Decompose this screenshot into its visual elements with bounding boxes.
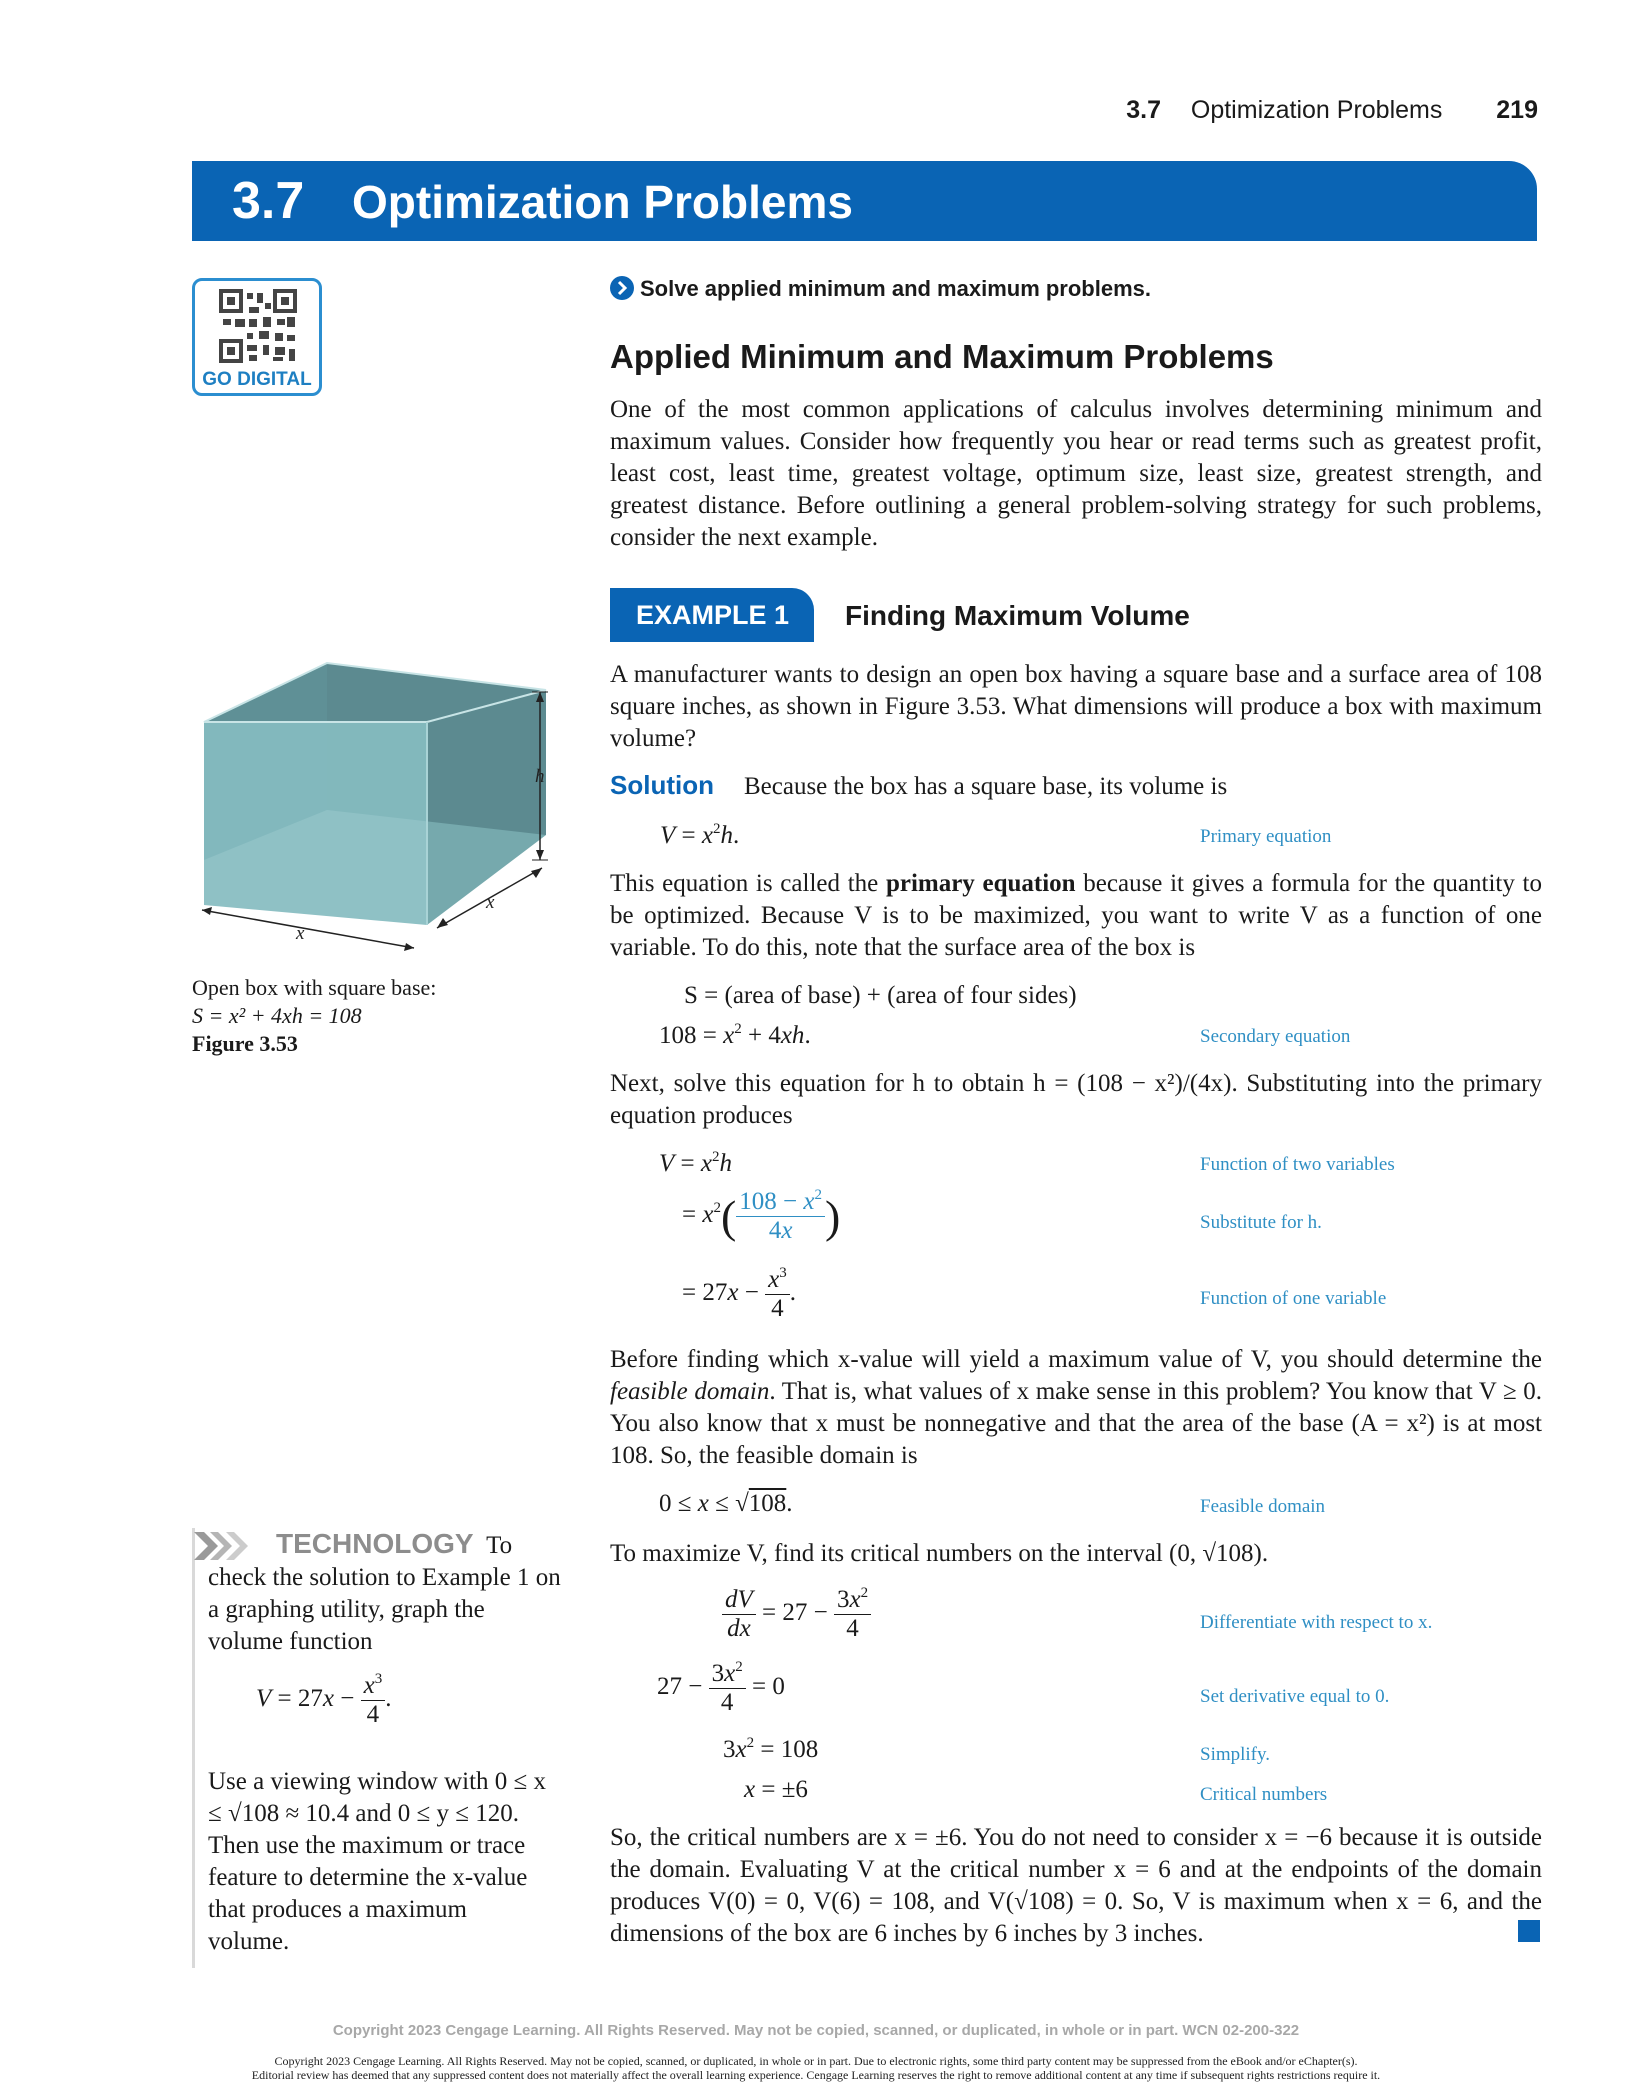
eq-surface-words: S = (area of base) + (area of four sides) xyxy=(684,982,1077,1009)
eq-surface-108: $108 = x^2 + 4xh$. xyxy=(659,1021,811,1049)
eq-simplify: $3x^2 = 108$ xyxy=(723,1735,819,1763)
dim-label-x-right: x xyxy=(486,892,495,913)
technology-volume-eq: V = 27x − $\frac{x^3}{4}$ . xyxy=(256,1671,392,1728)
feasible-em: feasible domain xyxy=(610,1378,770,1405)
objective-text: Solve applied minimum and maximum problems. xyxy=(640,276,1152,301)
figure-caption-line1: Open box with square base: xyxy=(192,975,437,1000)
eq-derivative: $\frac{dV}{dx}$ = 27 − $\frac{3x^2}{4}$ xyxy=(722,1586,871,1643)
figure-caption-line2: S = x² + 4xh = 108 xyxy=(192,1003,362,1028)
end-of-example-marker xyxy=(1518,1920,1540,1942)
footer-copyright-bold: Copyright 2023 Cengage Learning. All Rights Reserved. May not be copied, scanned, or duplicated, in whole or in part. WCN 02-200-322 xyxy=(332,2022,1300,2039)
go-digital-label: GO DIGITAL xyxy=(202,369,312,390)
note-critical: Critical numbers xyxy=(1200,1784,1328,1805)
banner-number: 3.7 xyxy=(232,172,305,230)
feasible-text-2: . That is, what values of x make sense in this problem? You know that V ≥ 0. You also know that x must be nonnegative and that the area of the base (A = x²) is at most 108. So, the feasible domain is xyxy=(610,1378,1542,1469)
eq-critical: x = ±6 xyxy=(744,1776,808,1803)
primary-equation-paragraph xyxy=(610,868,1542,964)
section-heading: Applied Minimum and Maximum Problems xyxy=(610,338,1274,375)
conclusion-paragraph: So, the critical numbers are x = ±6. You do not need to consider x = −6 because it is outside the domain. Evaluating V at the critical number x = 6 and at the endpoints of the domain produces V(0) = 0, V(6) = 108, and V(√108) = 0. So, V is maximum when x = 6, and the dimensions of the box are 6 inches by 6 inches by 3 inches. xyxy=(610,1824,1542,1947)
open-box-figure xyxy=(192,660,562,960)
feasible-text-1: Before finding which x-value will yield a maximum value of V, you should determine the xyxy=(610,1346,1542,1373)
note-secondary: Secondary equation xyxy=(1200,1026,1351,1047)
footer-copyright-line2: Copyright 2023 Cengage Learning. All Rights Reserved. May not be copied, scanned, or duplicated, in whole or in part. Due to electronic rights, some third party content may be suppressed from the eBook and/or eChapter(s). xyxy=(274,2054,1358,2068)
primary-bold: primary equation xyxy=(885,870,1076,897)
page-number: 219 xyxy=(1496,96,1538,124)
technology-label: TECHNOLOGY xyxy=(276,1528,474,1559)
dim-label-h: h xyxy=(535,766,545,787)
section-banner xyxy=(192,161,1537,241)
feasible-paragraph xyxy=(610,1344,1542,1472)
running-head-title: Optimization Problems xyxy=(1190,96,1443,124)
note-set-zero: Set derivative equal to 0. xyxy=(1200,1686,1390,1707)
technology-body-1: To check the solution to Example 1 on a graphing utility, graph the volume function xyxy=(208,1532,561,1655)
eq-set-zero: 27 − $\frac{3x^2}{4}$ = 0 xyxy=(657,1659,785,1716)
note-substitute: Substitute for h. xyxy=(1200,1212,1322,1233)
solution-label: Solution xyxy=(610,770,714,800)
note-feasible: Feasible domain xyxy=(1200,1496,1326,1517)
banner-title: Optimization Problems xyxy=(352,176,853,228)
go-digital-qr[interactable] xyxy=(192,278,322,396)
dim-label-x-front: x xyxy=(296,923,305,944)
note-simplify: Simplify. xyxy=(1200,1744,1271,1765)
problem-statement: A manufacturer wants to design an open box having a square base and a surface area of 108 square inches, as shown in Figure 3.53. What dimensions will produce a box with maximum volume? xyxy=(610,661,1542,752)
running-head xyxy=(1126,96,1538,125)
box-front-wall xyxy=(204,722,427,925)
example-label xyxy=(610,588,814,642)
eq-v-one-var: = 27x − $\frac{x^3}{4}$ . xyxy=(682,1265,796,1322)
eq-v-two-vars: $V = x^2h$ xyxy=(659,1149,732,1177)
eq-v-substituted: = $x^2$( $\frac{108 - x^2}{4x}$ ) xyxy=(682,1187,841,1244)
primary-text-2: because it gives a formula for the quantity to be optimized. Because V is to be maximized, you want to write V as a function of one variable. To do this, note that the surface area of the box is xyxy=(610,870,1542,961)
maximize-paragraph: To maximize V, find its critical numbers on the interval (0, √108). xyxy=(610,1540,1269,1567)
example-title: Finding Maximum Volume xyxy=(845,600,1190,631)
qr-code-icon xyxy=(219,289,299,365)
note-one-var: Function of one variable xyxy=(1200,1288,1387,1309)
next-paragraph: Next, solve this equation for h to obtain h = (108 − x²)/(4x). Substituting into the primary equation produces xyxy=(610,1070,1542,1129)
solution-line xyxy=(610,770,1227,801)
chevron-right-icon xyxy=(610,276,634,300)
note-differentiate: Differentiate with respect to x. xyxy=(1200,1612,1433,1633)
figure-label: Figure 3.53 xyxy=(192,1031,298,1056)
eq-feasible-domain: 0 ≤ x ≤ √108. xyxy=(659,1490,793,1517)
objective xyxy=(610,276,1151,302)
eq-primary: $V = x^2h$. xyxy=(660,821,740,849)
technology-text-2: Use a viewing window with 0 ≤ x ≤ √108 ≈ 10.4 and 0 ≤ y ≤ 120. Then use the maximum or trace feature to determine the x-value that produces a maximum volume. xyxy=(208,1768,546,1955)
note-two-vars: Function of two variables xyxy=(1200,1154,1395,1175)
footer-copyright-line3: Editorial review has deemed that any suppressed content does not materially affect the overall learning experience. Cengage Learning reserves the right to remove additional content at any time if subsequent rights restrictions require it. xyxy=(251,2068,1381,2082)
solution-intro: Because the box has a square base, its volume is xyxy=(743,773,1228,800)
example-label-text: EXAMPLE 1 xyxy=(636,600,790,630)
technology-text-1 xyxy=(208,1528,564,1658)
primary-text-1: This equation is called the xyxy=(610,870,886,897)
figure-caption xyxy=(192,974,436,1058)
intro-paragraph: One of the most common applications of calculus involves determining minimum and maximum values. Consider how frequently you hear or read terms such as greatest profit, least cost, least time, greatest voltage, optimum size, least size, greatest strength, and greatest distance. Before outlining a general problem-solving strategy for such problems, consider the next example. xyxy=(610,396,1542,551)
note-primary: Primary equation xyxy=(1200,826,1332,847)
running-head-section: 3.7 xyxy=(1126,96,1161,124)
